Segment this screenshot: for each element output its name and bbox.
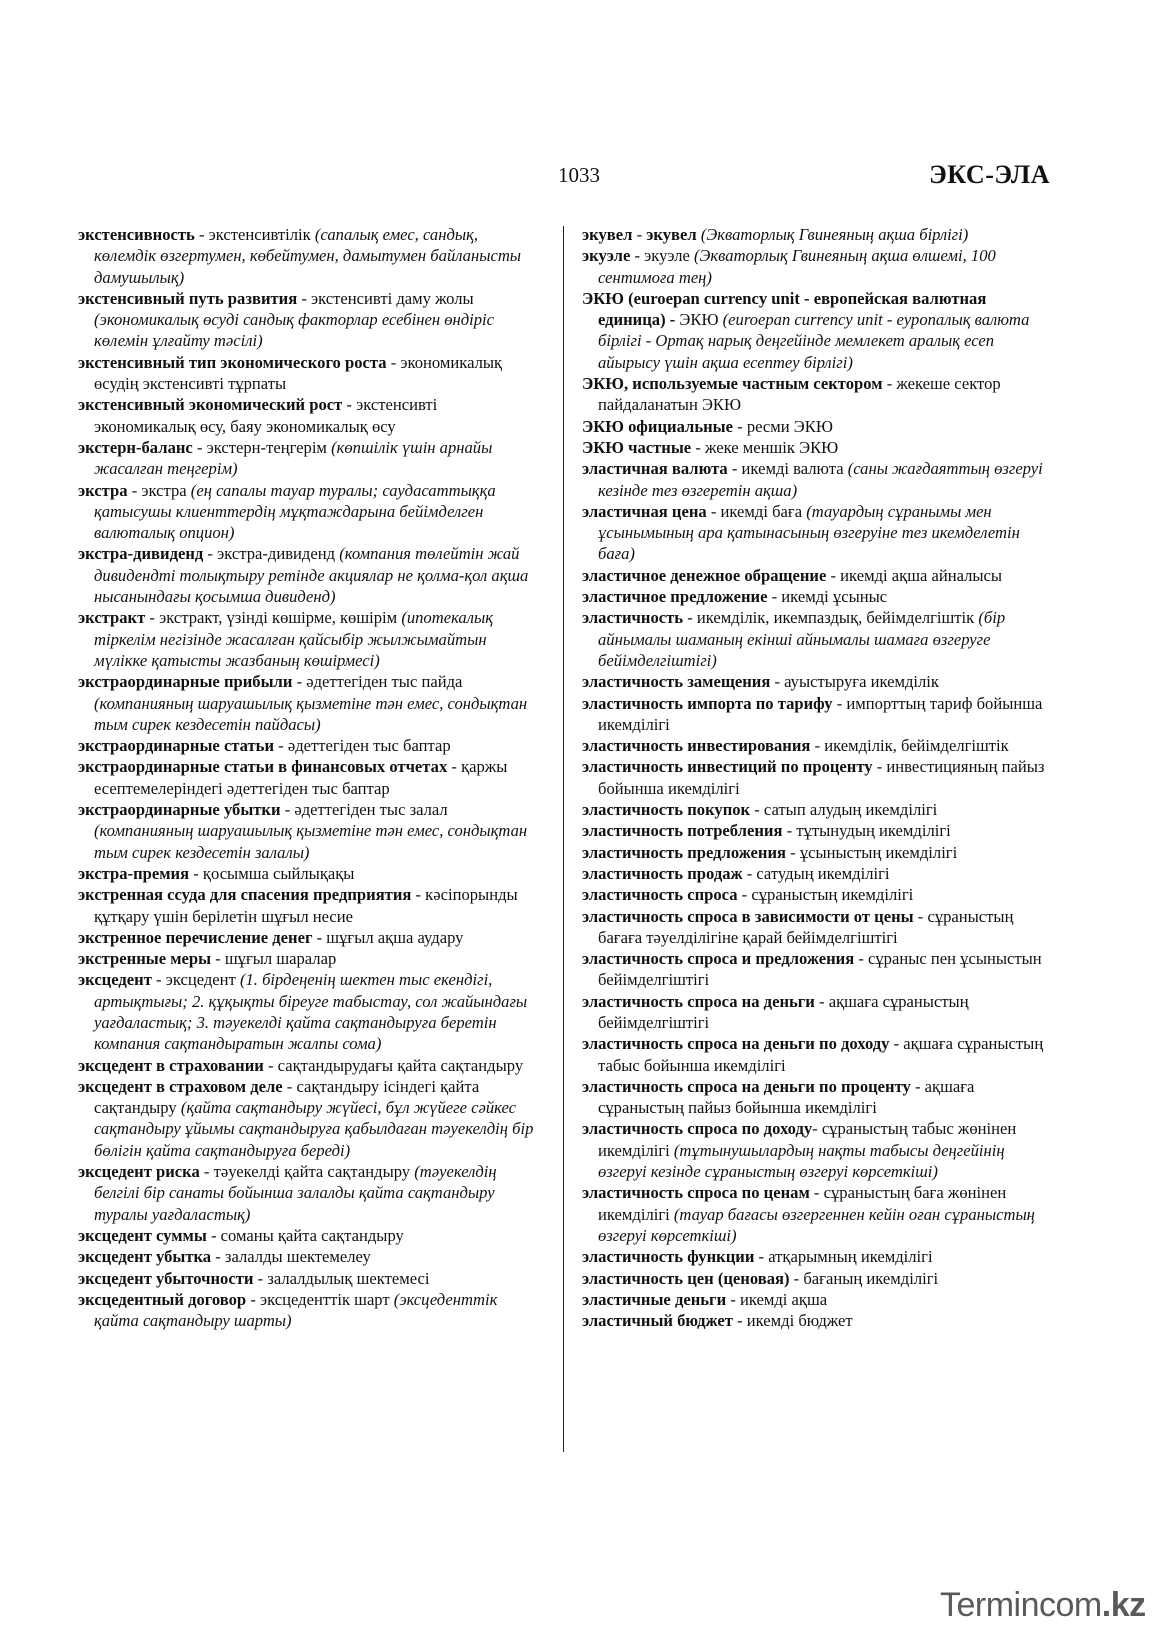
dictionary-entry xyxy=(582,1310,1054,1331)
dictionary-entry xyxy=(78,948,540,969)
dictionary-entry xyxy=(78,756,540,799)
dictionary-entry xyxy=(582,906,1054,949)
entry-definition: - ұсыныстың икемділігі xyxy=(786,842,958,862)
entry-note: (1. бірдеңенің шектен тыс екендігі, артықтығы; 2. құқықты біреуге табыстау, сол жайындағы уағдаластық; 3. тәуекелді қайта сақтандыруға беретін компания сақтандыратын жалпы сома) xyxy=(94,970,528,1054)
entry-definition: - атқарымның икемділігі xyxy=(754,1247,933,1267)
entry-definition: - экстра xyxy=(127,480,191,500)
entry-term: эластичность xyxy=(582,608,684,628)
dictionary-entry xyxy=(78,288,540,352)
entry-term: эластичность импорта по тарифу xyxy=(582,693,833,713)
dictionary-entry xyxy=(78,927,540,948)
entry-term: экстенсивность xyxy=(78,225,195,244)
dictionary-entry xyxy=(582,1076,1054,1119)
entry-definition: - икемді бюджет xyxy=(732,1311,853,1331)
entry-definition: - xyxy=(632,225,647,244)
entry-term: эксцедент суммы xyxy=(78,1225,207,1245)
entry-note: (euroepan currency unit - еуропалық валюта бірлігі - Ортақ нарық деңгейінде мемлекет аралық есеп айырысу үшін ақша есептеу бірлігі) xyxy=(598,310,1030,372)
dictionary-entry xyxy=(582,842,1054,863)
entry-note: (ипотекалық тіркелім негізінде жасалған қайсыбір жылжымайтын мүлікке қатысты жазбаның көшірмесі) xyxy=(94,608,493,670)
entry-definition: - соманы қайта сақтандыру xyxy=(206,1225,404,1245)
entry-term-secondary: экувел xyxy=(646,225,697,244)
entry-definition: - залалды шектемелеу xyxy=(211,1247,371,1267)
entry-definition: - экстенсивтілік xyxy=(194,225,315,244)
dictionary-entry xyxy=(582,756,1054,799)
entry-note: (саны жағдаяттың өзгеруі кезінде тез өзгеретін ақша) xyxy=(598,459,1043,500)
entry-note: (тауардың сұранымы мен ұсынымының ара қатынасының өзгеруіне тез икемделетін баға) xyxy=(598,501,1020,564)
entry-definition: - икемді валюта xyxy=(727,459,848,479)
entry-term: экстренные меры xyxy=(78,949,212,969)
entry-term: экстра-дивиденд xyxy=(78,544,204,564)
dictionary-entry xyxy=(78,394,540,437)
dictionary-entry xyxy=(582,1268,1054,1289)
entry-definition: - кәсіпорынды құтқару үшін берілетін шұғыл несие xyxy=(94,885,518,926)
entry-term: эксцедент xyxy=(78,970,152,990)
entry-definition: - әдеттегіден тыс залал xyxy=(280,800,448,820)
entry-definition: - экуэле xyxy=(630,246,695,266)
dictionary-entry xyxy=(582,245,1054,288)
entry-term: эластичность инвестиций по проценту xyxy=(582,757,873,777)
entry-definition: - сақтандырудағы қайта сақтандыру xyxy=(263,1055,524,1075)
entry-definition: ЭКЮ xyxy=(675,310,723,330)
dictionary-entry xyxy=(582,607,1054,671)
entry-definition: - сұраныстың бағаға тәуелділігіне қарай бейімделгіштігі xyxy=(598,906,1014,947)
entry-definition: - инвестицияның пайыз бойынша икемділігі xyxy=(598,757,1045,798)
entry-definition: - икемділік, бейімделгіштік xyxy=(810,736,1009,756)
entry-definition: - ақшаға сұраныстың табыс бойынша икемділігі xyxy=(598,1034,1044,1075)
entry-term: экстерн-баланс xyxy=(78,437,193,457)
entry-term: эластичный бюджет xyxy=(582,1311,733,1331)
entry-term: эластичность покупок xyxy=(582,800,751,820)
entry-note: (ең сапалы тауар туралы; саудасаттыққа қатысушы клиенттердің мұқтаждарына бейімделген валюталық опцион) xyxy=(94,480,496,543)
watermark-tld: .kz xyxy=(1101,1586,1146,1624)
dictionary-entry xyxy=(582,437,1054,458)
entry-note: (тұтынушылардың нақты табысы деңгейінің өзгеруі кезінде сұраныстың өзгеруі көрсеткіші) xyxy=(598,1140,1005,1182)
entry-term: эксцедент в страховании xyxy=(78,1055,264,1075)
dictionary-entry xyxy=(582,948,1054,991)
entry-note: (эксцеденттік қайта сақтандыру шарты) xyxy=(94,1289,498,1331)
dictionary-entry xyxy=(78,1268,540,1289)
dictionary-entry xyxy=(78,884,540,927)
right-column xyxy=(582,224,1054,1331)
dictionary-entry xyxy=(582,735,1054,756)
entry-term: эксцедент убыточности xyxy=(78,1268,254,1288)
entry-definition: - сұраныстың табыс жөнінен икемділігі xyxy=(598,1119,1017,1160)
dictionary-entry xyxy=(78,969,540,1054)
entry-term: эластичная цена xyxy=(582,501,707,521)
entry-term: эластичное предложение xyxy=(582,587,768,607)
dictionary-entry xyxy=(582,799,1054,820)
entry-term: эксцедент убытка xyxy=(78,1247,212,1267)
entry-term: экувел xyxy=(582,225,633,244)
entry-note: (көпшілік үшін арнайы жасалған теңгерім) xyxy=(94,437,493,479)
dictionary-entry xyxy=(78,607,540,671)
entry-term: эластичность инвестирования xyxy=(582,736,811,756)
entry-definition: - шұғыл ақша аудару xyxy=(312,927,464,947)
entry-term: эластичность продаж xyxy=(582,863,743,883)
entry-term: экстренное перечисление денег xyxy=(78,927,313,947)
dictionary-entry xyxy=(78,224,540,288)
entry-definition: - экстра-дивиденд xyxy=(203,544,340,564)
entry-term: ЭКЮ официальные xyxy=(582,416,733,436)
entry-term: экстенсивный экономический рост xyxy=(78,395,343,415)
entry-definition: - сұраныстың баға жөнінен икемділігі xyxy=(598,1183,1007,1224)
entry-term: эластичные деньги xyxy=(582,1289,727,1309)
entry-definition: - экономикалық өсудің экстенсивті тұрпаты xyxy=(94,352,503,394)
entry-term: эластичность функции xyxy=(582,1247,755,1267)
dictionary-entry xyxy=(582,565,1054,586)
entry-term: эластичность предложения xyxy=(582,842,787,862)
entry-note: (Экваторлық Гвинеяның ақша өлшемі, 100 сентимоға тең) xyxy=(598,246,996,287)
dictionary-entry xyxy=(582,1182,1054,1246)
entry-term: экстраординарные убытки xyxy=(78,800,281,820)
dictionary-entry xyxy=(78,1055,540,1076)
entry-term: экстренная ссуда для спасения предприятия xyxy=(78,885,412,905)
dictionary-entry xyxy=(582,820,1054,841)
dictionary-entry xyxy=(582,586,1054,607)
entry-note: (компанияның шаруашылық қызметіне тән емес, сондықтан тым сирек кездесетін пайдасы) xyxy=(94,693,528,734)
entry-term: эластичность потребления xyxy=(582,821,783,841)
entry-term: эластичность цен (ценовая) xyxy=(582,1268,790,1288)
dictionary-entry xyxy=(78,1246,540,1267)
entry-term: эластичность спроса по доходу xyxy=(582,1119,813,1139)
entry-definition: - экстерн-теңгерім xyxy=(192,437,332,457)
entry-definition: - тәуекелді қайта сақтандыру xyxy=(199,1162,415,1182)
entry-term: экстраординарные статьи xyxy=(78,736,275,756)
entry-term: ЭКЮ частные xyxy=(582,437,692,457)
entry-definition: - экстенсивті даму жолы xyxy=(297,288,474,308)
entry-definition: - сатып алудың икемділігі xyxy=(750,800,938,820)
running-head: ЭКС-ЭЛА xyxy=(929,160,1050,189)
dictionary-entry xyxy=(78,352,540,395)
entry-definition: - бағаның икемділігі xyxy=(789,1268,939,1288)
entry-term: эластичность спроса на деньги xyxy=(582,991,815,1011)
dictionary-entry xyxy=(582,1289,1054,1310)
entry-definition: - ауыстыруға икемділік xyxy=(770,672,939,692)
dictionary-entry xyxy=(582,884,1054,905)
column-divider xyxy=(563,226,564,1452)
entry-term: эластичность спроса на деньги по доходу xyxy=(582,1034,890,1054)
dictionary-entry xyxy=(78,799,540,863)
entry-definition: - икемді ұсыныс xyxy=(767,587,888,607)
entry-term: эластичность спроса на деньги по проценту xyxy=(582,1076,911,1096)
entry-term: экстраординарные статьи в финансовых отчетах xyxy=(78,757,448,777)
entry-note: (экономикалық өсуді сандық факторлар есебінен өндіріс көлемін ұлғайту тәсілі) xyxy=(94,310,495,351)
entry-term: экстенсивный путь развития xyxy=(78,288,298,308)
entry-term: эксцедентный договор xyxy=(78,1289,247,1309)
watermark-brand: Termincom xyxy=(940,1586,1102,1624)
dictionary-entry xyxy=(78,543,540,607)
entry-term: экстенсивный тип экономического роста xyxy=(78,352,387,372)
entry-definition: - икемділік, икемпаздық, бейімделгіштік xyxy=(683,608,979,628)
dictionary-entry xyxy=(78,1225,540,1246)
entry-term: экстракт xyxy=(78,608,146,628)
entry-term: экстраординарные прибыли xyxy=(78,672,293,692)
dictionary-entry xyxy=(78,480,540,544)
dictionary-entry xyxy=(78,671,540,735)
entry-term: экуэле xyxy=(582,246,631,266)
dictionary-entry xyxy=(582,224,1054,245)
entry-term: эластичность спроса по ценам xyxy=(582,1183,810,1203)
entry-definition: - икемді ақша айналысы xyxy=(826,565,1003,585)
entry-definition: - әдеттегіден тыс пайда xyxy=(292,672,463,692)
entry-definition: - импорттың тариф бойынша икемділігі xyxy=(598,693,1043,734)
dictionary-entry xyxy=(582,1118,1054,1182)
entry-note: (тауар бағасы өзгергеннен кейін оған сұраныстың өзгеруі көрсеткіші) xyxy=(598,1204,1035,1245)
dictionary-entry xyxy=(582,373,1054,416)
entry-note: (сапалық емес, сандық, көлемдік өзгертумен, көбейтумен, дамытумен байланысты дамушылық) xyxy=(94,225,522,287)
dictionary-entry xyxy=(582,1246,1054,1267)
entry-definition: - қаржы есептемелеріндегі әдеттегіден тыс баптар xyxy=(94,757,508,798)
dictionary-entry xyxy=(78,1289,540,1332)
watermark-logo xyxy=(940,1586,1146,1625)
entry-definition: - жеке меншік ЭКЮ xyxy=(691,437,839,457)
entry-definition: - ақшаға сұраныстың пайыз бойынша икемділігі xyxy=(598,1076,975,1118)
dictionary-entry xyxy=(582,501,1054,565)
entry-term: ЭКЮ, используемые частным сектором xyxy=(582,374,883,394)
entry-term: эластичность замещения xyxy=(582,672,771,692)
entry-definition: - икемді ақша xyxy=(726,1289,828,1309)
page-number: 1033 xyxy=(558,163,600,187)
dictionary-entry xyxy=(582,693,1054,736)
dictionary-entry xyxy=(582,1033,1054,1076)
dictionary-entry xyxy=(582,458,1054,501)
entry-term: эластичная валюта xyxy=(582,459,728,479)
entry-definition: - әдеттегіден тыс баптар xyxy=(274,736,451,756)
entry-definition: - ақшаға сұраныстың бейімделгіштігі xyxy=(598,991,969,1032)
entry-definition: - сатудың икемділігі xyxy=(742,863,890,883)
entry-note: (қайта сақтандыру жүйесі, бұл жүйеге сәйкес сақтандыру ұйымы сақтандыруға қабылдаған тәуекелдің бір бөлігін қайта сақтандыруға береді) xyxy=(94,1098,534,1160)
dictionary-entry xyxy=(78,437,540,480)
entry-definition: - қосымша сыйлықақы xyxy=(189,863,355,883)
entry-definition: - эксцеденттік шарт xyxy=(246,1289,394,1309)
dictionary-entry xyxy=(78,1076,540,1161)
entry-term: эластичность спроса в зависимости от цены xyxy=(582,906,914,926)
dictionary-entry xyxy=(582,863,1054,884)
dictionary-entry xyxy=(78,735,540,756)
entry-definition: - жекеше сектор пайдаланатын ЭКЮ xyxy=(598,374,1001,415)
entry-term: ЭКЮ (euroepan currency unit - европейская валютная единица) - xyxy=(582,288,987,330)
entry-note: (компания төлейтін жай дивидендті толықтыру ретінде акциялар не қолма-қол ақша нысанындағы қосымша дивиденд) xyxy=(94,544,529,607)
dictionary-entry xyxy=(78,1161,540,1225)
entry-note: (компанияның шаруашылық қызметіне тән емес, сондықтан тым сирек кездесетін залалы) xyxy=(94,821,528,862)
entry-definition: - экстенсивті экономикалық өсу, баяу экономикалық өсу xyxy=(94,395,438,436)
entry-note: (бір айнымалы шаманың екінші айнымалы шамаға өзгеруге бейімделгіштігі) xyxy=(598,608,1006,670)
dictionary-entry xyxy=(78,863,540,884)
entry-definition: - экстракт, үзінді көшірме, көшірім xyxy=(145,608,402,628)
entry-term: эксцедент риска xyxy=(78,1162,200,1182)
entry-definition: - сақтандыру ісіндегі қайта сақтандыру xyxy=(94,1076,480,1118)
entry-definition: - сұраныстың икемділігі xyxy=(737,885,914,905)
entry-term: эластичность спроса и предложения xyxy=(582,949,855,969)
dictionary-entry xyxy=(582,288,1054,373)
entry-note: (тәуекелдің белгілі бір санаты бойынша залалды қайта сақтандыру туралы уағдаластық) xyxy=(94,1162,497,1224)
dictionary-entry xyxy=(582,991,1054,1034)
dictionary-entry xyxy=(582,416,1054,437)
entry-term: эластичное денежное обращение xyxy=(582,565,827,585)
left-column xyxy=(78,224,540,1331)
entry-definition: - тұтынудың икемділігі xyxy=(782,821,951,841)
entry-term: экстра-премия xyxy=(78,863,190,883)
entry-definition: - залалдылық шектемесі xyxy=(253,1268,430,1288)
entry-definition: - эксцедент xyxy=(151,970,240,990)
entry-term: экстра xyxy=(78,480,128,500)
dictionary-entry xyxy=(582,671,1054,692)
entry-definition: - ресми ЭКЮ xyxy=(733,416,833,436)
entry-definition: - шұғыл шаралар xyxy=(211,949,337,969)
entry-definition: - сұраныс пен ұсыныстын бейімделгіштігі xyxy=(598,949,1042,990)
entry-definition: - икемді баға xyxy=(706,501,807,521)
entry-term: эксцедент в страховом деле xyxy=(78,1076,283,1096)
entry-term: эластичность спроса xyxy=(582,885,738,905)
entry-note: (Экваторлық Гвинеяның ақша бірлігі) xyxy=(696,225,969,244)
